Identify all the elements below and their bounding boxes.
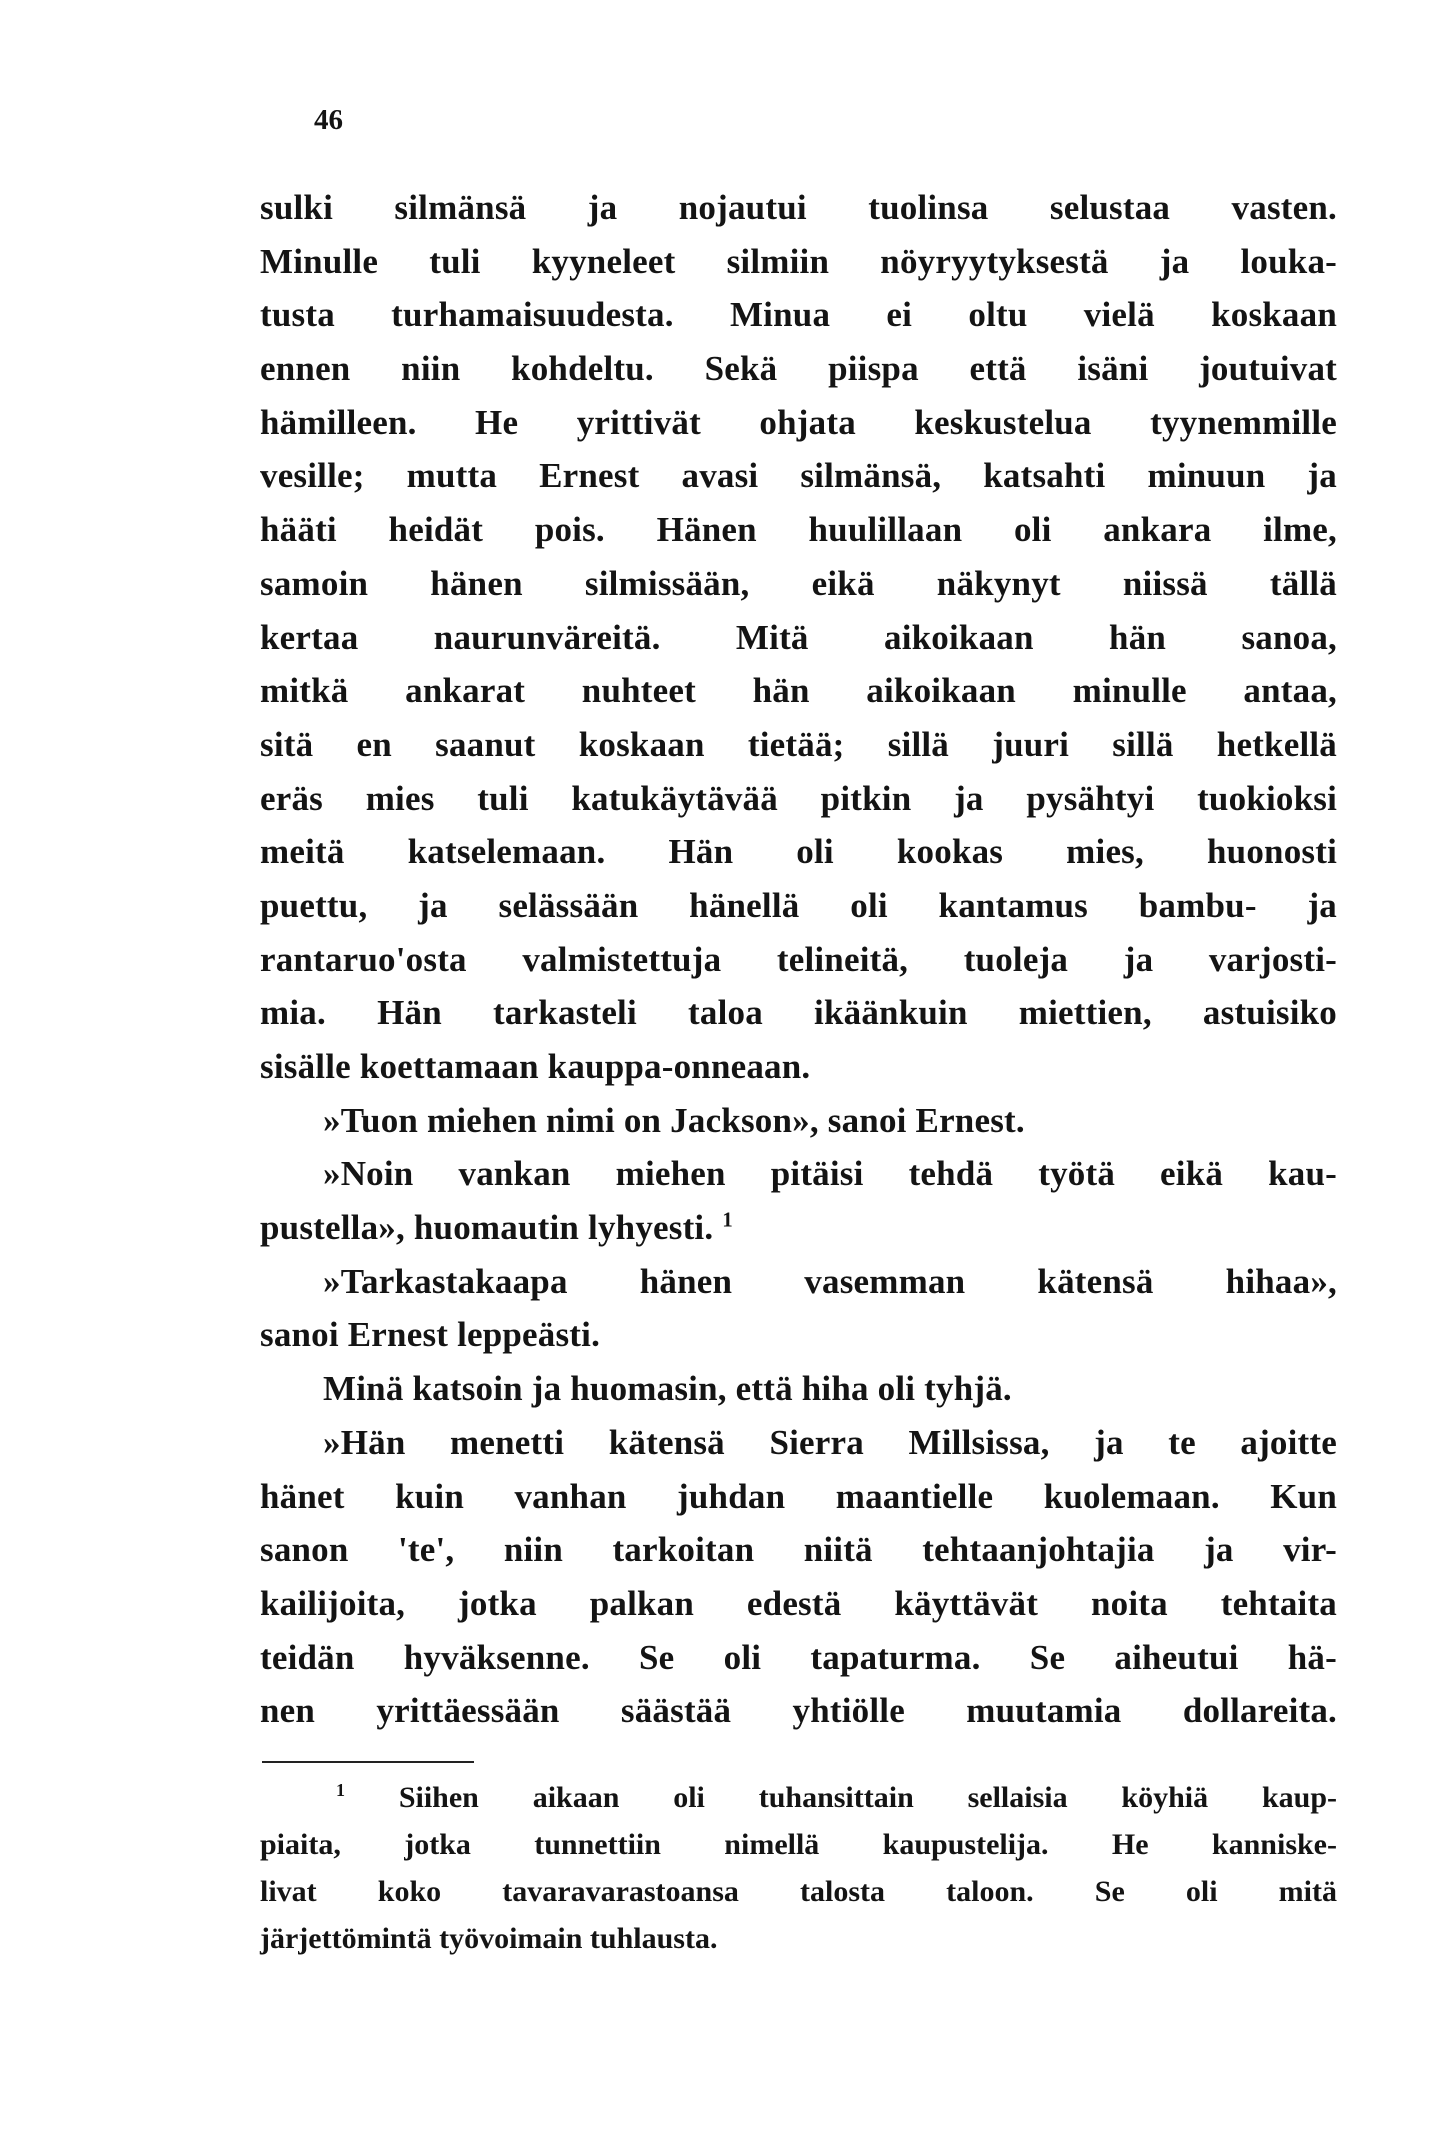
footnote-reference: 1 [722,1207,733,1232]
text-line [260,986,1337,1040]
footnote-line [260,1868,1337,1915]
text-line-content: samoin hänen silmissään, eikä näkynyt niissä tällä [260,563,1337,603]
footnote-marker: 1 [336,1780,345,1800]
page-number: 46 [314,104,343,136]
text-line [260,503,1337,557]
text-line-content: »Tarkastakaapa hänen vasemman kätensä hihaa», [323,1261,1337,1301]
text-line [260,1040,1337,1094]
footnote-line-content: livat koko tavaravarastoansa talosta taloon. Se oli mitä [260,1875,1337,1908]
text-line-content: sitä en saanut koskaan tietää; sillä juuri sillä hetkellä [260,724,1337,764]
text-line-content: puettu, ja selässään hänellä oli kantamus bambu- ja [260,885,1337,925]
text-line-content: meitä katselemaan. Hän oli kookas mies, huonosti [260,832,1337,872]
text-line-content: Minulle tuli kyyneleet silmiin nöyryytyksestä ja louka- [260,241,1337,281]
text-line-content: kertaa naurunväreitä. Mitä aikoikaan hän sanoa, [260,617,1337,657]
text-line-content: teidän hyväksenne. Se oli tapaturma. Se aiheutui hä- [260,1637,1337,1677]
text-line [260,1523,1337,1577]
text-line [260,449,1337,503]
text-line [260,1362,1337,1416]
text-line [260,772,1337,826]
text-line-content: hämilleen. He yrittivät ohjata keskustelua tyynemmille [260,402,1337,442]
footnote-line [260,1774,1337,1821]
text-line [260,557,1337,611]
text-line-content: »Tuon miehen nimi on Jackson», sanoi Ernest. [323,1100,1025,1140]
text-line [260,1470,1337,1524]
text-line-content: hääti heidät pois. Hänen huulillaan oli ankara ilme, [260,510,1337,550]
text-line-content: eräs mies tuli katukäytävää pitkin ja pysähtyi tuokioksi [260,778,1337,818]
text-line-content: mia. Hän tarkasteli taloa ikäänkuin miettien, astuisiko [260,993,1337,1033]
text-line [260,1094,1337,1148]
text-line-content: sisälle koettamaan kauppa-onneaan. [260,1047,811,1086]
body-text [260,181,1337,1738]
text-line [260,1147,1337,1201]
footnote-line-content: järjettömintä työvoimain tuhlausta. [260,1922,718,1955]
footnote-line [260,1821,1337,1868]
text-line-content: tusta turhamaisuudesta. Minua ei oltu vielä koskaan [260,295,1337,335]
text-line [260,181,1337,235]
text-line-content: »Hän menetti kätensä Sierra Millsissa, ja te ajoitte [323,1422,1337,1462]
text-line-content: sanoi Ernest leppeästi. [260,1315,601,1355]
text-line [260,396,1337,450]
text-line [260,1308,1337,1362]
text-line [260,1416,1337,1470]
text-line [260,933,1337,987]
text-line-content: rantaruo'osta valmistettuja telineitä, tuoleja ja varjosti- [260,939,1337,979]
text-line-content: pustella», huomautin lyhyesti. [260,1208,714,1248]
text-line [260,1577,1337,1631]
text-line-content: mitkä ankarat nuhteet hän aikoikaan minulle antaa, [260,671,1337,711]
text-line [260,879,1337,933]
text-line [260,1201,1337,1255]
text-line [260,664,1337,718]
text-line-content: sanon 'te', niin tarkoitan niitä tehtaanjohtajia ja vir- [260,1530,1337,1570]
text-line [260,1684,1337,1738]
text-line-content: sulki silmänsä ja nojautui tuolinsa selustaa vasten. [260,188,1337,227]
text-line [260,825,1337,879]
text-line [260,235,1337,289]
footnote-line [260,1915,1337,1962]
text-line-content: hänet kuin vanhan juhdan maantielle kuolemaan. Kun [260,1476,1337,1516]
footnote-line-content: Siihen aikaan oli tuhansittain sellaisia köyhiä kaup- [398,1781,1337,1814]
footnotes [260,1774,1337,1962]
text-line-content: »Noin vankan miehen pitäisi tehdä työtä eikä kau- [323,1154,1337,1194]
text-line [260,1631,1337,1685]
text-line-content: ennen niin kohdeltu. Sekä piispa että isäni joutuivat [260,349,1337,389]
text-line [260,611,1337,665]
text-line [260,718,1337,772]
text-line [260,1255,1337,1309]
text-line-content: kailijoita, jotka palkan edestä käyttävät noita tehtaita [260,1583,1337,1623]
text-line [260,288,1337,342]
footnote-line-content: piaita, jotka tunnettiin nimellä kaupustelija. He kanniske- [260,1828,1337,1861]
text-line-content: Minä katsoin ja huomasin, että hiha oli tyhjä. [323,1369,1012,1409]
text-line-content: nen yrittäessään säästää yhtiölle muutamia dollareita. [260,1691,1337,1731]
text-line [260,342,1337,396]
text-line-content: vesille; mutta Ernest avasi silmänsä, katsahti minuun ja [260,456,1337,496]
footnote-divider [262,1761,474,1763]
